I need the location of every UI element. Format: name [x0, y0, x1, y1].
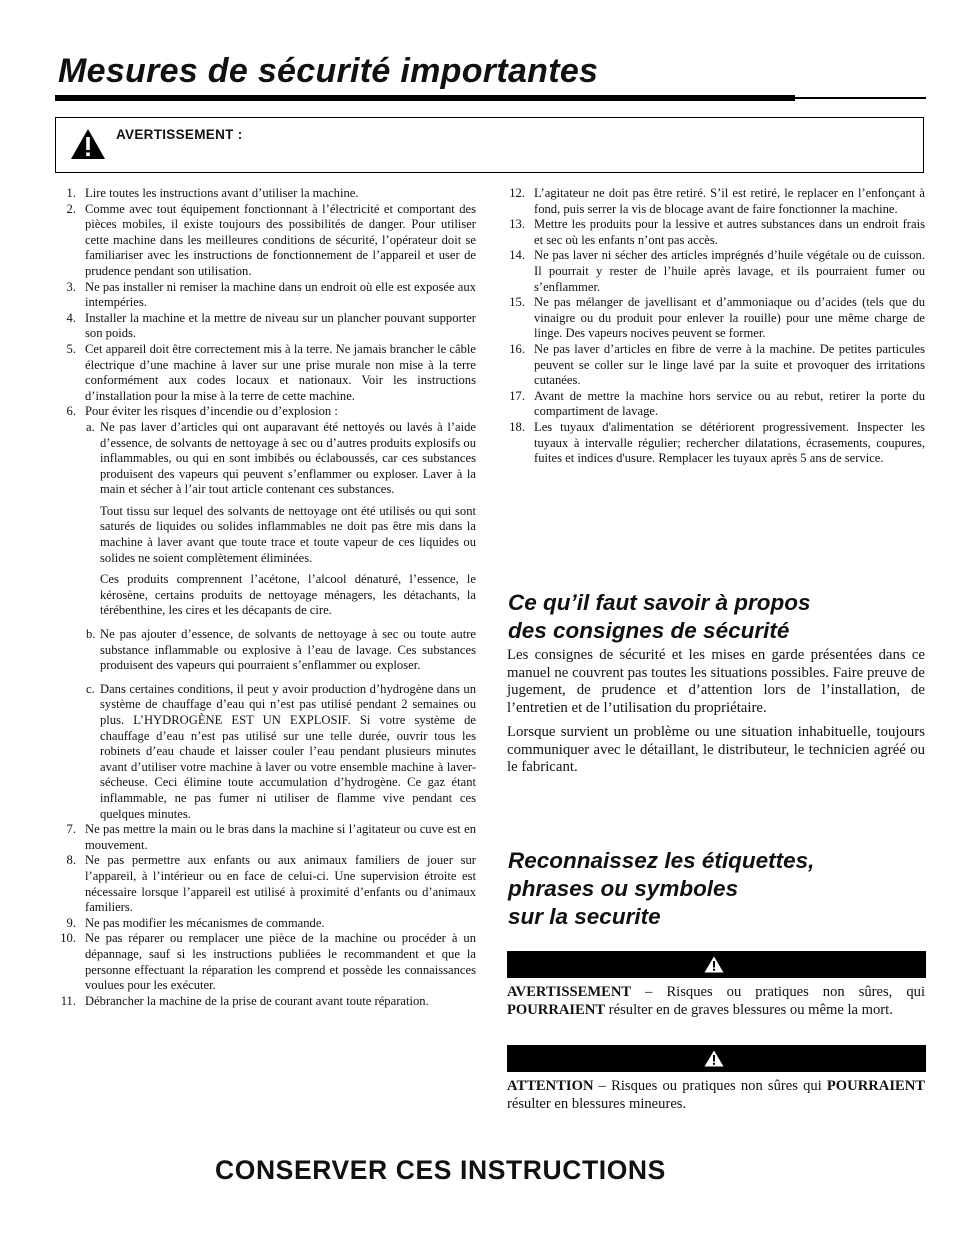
list-item: 10. Ne pas réparer ou remplacer une pièce de la machine ou procéder à un dépannage, sauf si les instructions publiées le recommandent et que la personne effectuant la réparation les comprend et possède les connaissances voulues pour les exécuter. [60, 931, 476, 993]
subitem-a-paragraph: Ces produits comprennent l’acétone, l’alcool dénaturé, l’essence, le kérosène, certains produits de nettoyage ménagers, les détachants, la térébenthine, les cires et les décapants de cire. [100, 572, 476, 618]
subitem-a: a. Ne pas laver d’articles qui ont auparavant été nettoyés ou lavés à l’aide d’essence, de solvants de nettoyage à sec ou d’autres produits explosifs ou inflammables, ou qui en sont imbibés ou éclaboussés, car ces substances produisent des vapeurs qui peuvent s’enflammer ou exploser. Laver à la main et sécher à l’air tout article contenant ces substances. [86, 419, 476, 497]
list-item: 1. Lire toutes les instructions avant d’utiliser la machine. [66, 186, 359, 200]
section-heading: Ce qu’il faut savoir à propos des consignes de sécurité [508, 590, 811, 643]
list-item: 11. Débrancher la machine de la prise de courant avant toute réparation. [60, 993, 429, 1008]
page-title: Mesures de sécurité importantes [58, 52, 599, 90]
subitem-c: c. Dans certaines conditions, il peut y avoir production d’hydrogène dans un système de chauffage d’eau qui n’est pas utilisé pendant 2 semaines ou plus. L’HYDROGÈNE EST UN EXPLOSIF. Si votre système de chauffage d’eau n’est pas utilisé sur une telle durée, ouvrir tous les robinets d’eau chaude et laisser couler l’eau pendant plusieurs minutes avant d’utiliser votre machine à laver ou votre ensemble machine à laver-sécheuse. Ceci élimine toute accumulation d’hydrogène. Ce gaz étant inflammable, ne pas fumer ni utiliser de flamme vive pendant ces quelques minutes. [86, 681, 476, 821]
title-rule [55, 95, 795, 101]
warning-triangle-icon [704, 956, 724, 973]
subitem-a-paragraph: Tout tissu sur lequel des solvants de nettoyage ont été utilisés ou qui sont saturés de liquides ou solides inflammables ne doit pas être mis dans la machine à laver avant que toute trace et toute vapeur de ces liquides ou solides ne soient complètement éliminées. [100, 503, 476, 565]
list-item: 16. Ne pas laver d’articles en fibre de verre à la machine. De petites particules peuvent se coller sur le linge lavé par la suite et provoquer des irritations cutanées. [509, 341, 925, 388]
list-item: 6. Pour éviter les risques d’incendie ou d’explosion : [66, 404, 338, 419]
subitem-b: b. Ne pas ajouter d’essence, de solvants de nettoyage à sec ou toute autre substance inflammable ou explosive à l’eau de lavage. Ces substances produisent des vapeurs qui pourraient s’enflammer ou exploser. [86, 627, 476, 673]
list-item: 2. Comme avec tout équipement fonctionnant à l’électricité et comportant des pièces mobiles, il existe toujours des possibilités de danger. Pour utiliser cette machine dans les meilleures conditions de sécurité, l’opérateur doit se familiariser avec les instructions de fonctionnement de l’appareil et user de prudence pendant son utilisation. [66, 201, 476, 278]
list-item: 12. L’agitateur ne doit pas être retiré. S’il est retiré, le replacer en l’enfonçant à fond, puis serrer la vis de blocage avant de faire fonctionner la machine. [509, 186, 925, 216]
list-item: 13. Mettre les produits pour la lessive et autres substances dans un endroit frais et sec où les enfants n’ont pas accès. [509, 217, 925, 247]
list-item: 7. Ne pas mettre la main ou le bras dans la machine si l’agitateur ou cuve est en mouvement. [66, 822, 476, 852]
right-column [507, 186, 925, 467]
warning-label: AVERTISSEMENT : [116, 127, 243, 142]
warning-definition: AVERTISSEMENT – Risques ou pratiques non sûres, qui POURRAIENT résulter en de graves blessures ou même la mort. [507, 984, 925, 1018]
warning-box [55, 117, 924, 173]
list-item: 4. Installer la machine et la mettre de niveau sur un plancher pouvant supporter son poids. [66, 310, 476, 341]
list-item: 15. Ne pas mélanger de javellisant et d’ammoniaque ou d’acides (tels que du vinaigre ou du produit pour enlever la rouille) pour une même charge de linge. Des vapeurs nocives peuvent se former. [509, 295, 925, 341]
caution-triangle-icon [704, 1050, 724, 1067]
footer-heading: CONSERVER CES INSTRUCTIONS [215, 1155, 666, 1185]
warning-triangle-icon [70, 128, 106, 160]
paragraph: Lorsque survient un problème ou une situation inhabituelle, toujours communiquer avec le détaillant, le distributeur, le technicien agréé ou le fabricant. [507, 724, 925, 776]
paragraph: Les consignes de sécurité et les mises en garde présentées dans ce manuel ne couvrent pas toutes les situations possibles. Faire preuve de jugement, de prudence et d’attention lors de l’installation, de l’entretien et de l’utilisation du propriétaire. [507, 647, 925, 716]
list-item: 9. Ne pas modifier les mécanismes de commande. [66, 915, 325, 930]
list-item: 14. Ne pas laver ni sécher des articles imprégnés d’huile végétale ou de cuisson. Il pourrait y rester de l’huile après lavage, et ils pourraient fumer ou s’enflammer. [509, 248, 925, 294]
list-item: 5. Cet appareil doit être correctement mis à la terre. Ne jamais brancher le câble électrique d’une machine à laver sur une prise murale non mise à la terre conformément aux codes locaux et nationaux. Voir les instructions d’installation pour la mise à la terre de cette machine. [66, 341, 476, 403]
caution-definition: ATTENTION – Risques ou pratiques non sûres qui POURRAIENT résulter en blessures mineures. [507, 1078, 925, 1112]
warning-banner [507, 951, 926, 978]
list-item: 18. Les tuyaux d'alimentation se détériorent progressivement. Inspecter les tuyaux à intervalle régulier; rechercher dilatations, écrasements, coupures, fuites et indices d'usure. Remplacer les tuyaux après 5 ans de service. [509, 419, 925, 466]
caution-banner [507, 1045, 926, 1072]
list-item: 3. Ne pas installer ni remiser la machine dans un endroit où elle est exposée aux intempéries. [66, 279, 476, 310]
list-item: 17. Avant de mettre la machine hors service ou au rebut, retirer la porte du compartiment de lavage. [509, 388, 925, 419]
list-item: 8. Ne pas permettre aux enfants ou aux animaux familiers de jouer sur l’appareil, à l’intérieur ou en face de celui-ci. Une supervision étroite est nécessaire lorsque l’appareil est utilisé à proximité d’enfants ou d’animaux familiers. [66, 853, 476, 915]
section-heading: Reconnaissez les étiquettes, phrases ou symboles sur la securite [508, 848, 815, 929]
title-rule-thin [795, 97, 926, 99]
left-column [58, 186, 476, 1009]
